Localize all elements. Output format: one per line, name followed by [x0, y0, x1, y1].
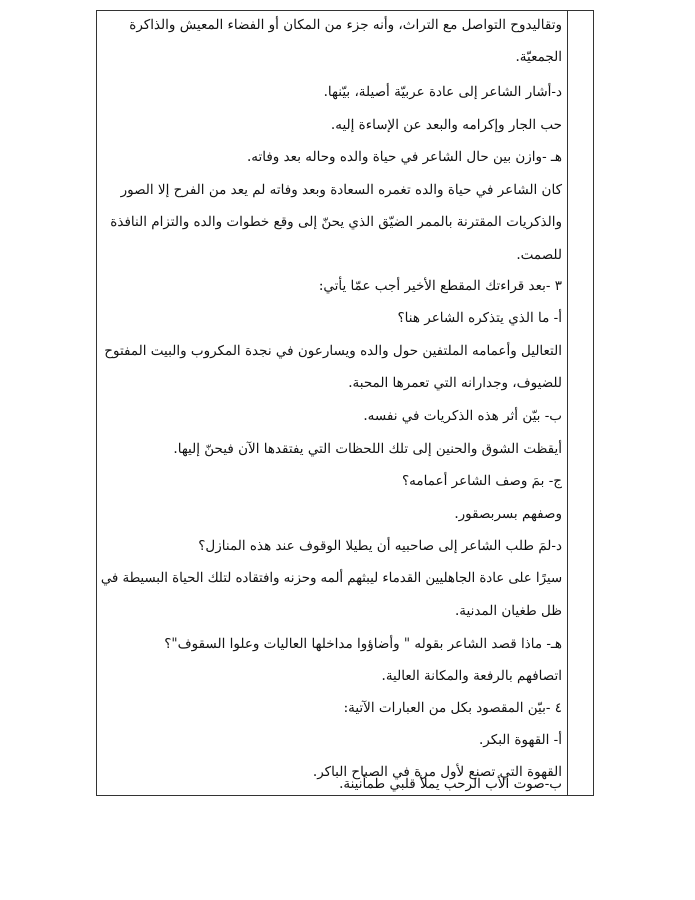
text-line: التعاليل وأعمامه الملتفين حول والده ويسارعون في نجدة المكروب والبيت المفتوح [104, 343, 562, 359]
text-line: اتصافهم بالرفعة والمكانة العالية. [381, 668, 562, 684]
text-line: والذكريات المقترنة بالممر الضيّق الذي يحنّ إلى وقع خطوات والده والتزام النافذة [110, 214, 562, 230]
text-line: أ- ما الذي يتذكره الشاعر هنا؟ [397, 310, 562, 326]
text-line: للصمت. [516, 247, 562, 263]
text-line: أيقظت الشوق والحنين إلى تلك اللحظات التي يفتقدها الآن فيحنّ إليها. [173, 441, 562, 457]
question-heading: ٤ -بيّن المقصود بكل من العبارات الآتية: [343, 700, 562, 716]
text-line: للضيوف، وجدارانه التي تعمرها المحبة. [348, 375, 562, 391]
text-line: ب-صوت الأب الرحب يملأ قلبي طمأنينة. [339, 776, 562, 792]
text-line: هـ -وازن بين حال الشاعر في حياة والده وحاله بعد وفاته. [246, 149, 562, 165]
text-line: وتقاليدوح التواصل مع التراث، وأنه جزء من المكان أو الفضاء المعيش والذاكرة [129, 17, 562, 33]
column-divider [567, 10, 568, 796]
text-line: د-لمَ طلب الشاعر إلى صاحبيه أن يطيلا الوقوف عند هذه المنازل؟ [198, 538, 562, 554]
text-line: ب- بيّن أثر هذه الذكريات في نفسه. [363, 408, 562, 424]
text-line: ظل طغيان المدنية. [454, 603, 562, 619]
text-line: أ- القهوة البكر. [479, 732, 562, 748]
text-line: هـ- ماذا قصد الشاعر بقوله " وأضاؤوا مداخلها العاليات وعلوا السقوف"؟ [164, 636, 562, 652]
text-line: الجمعيّة. [515, 49, 562, 65]
question-heading: ٣ -بعد قراءتك المقطع الأخير أجب عمّا يأتي: [318, 278, 562, 294]
text-line: وصفهم بسربصقور. [454, 506, 562, 522]
text-line: د-أشار الشاعر إلى عادة عربيّة أصيلة، بيّنها. [323, 84, 562, 100]
text-line: سيرًا على عادة الجاهليين القدماء ليبثهم ألمه وحزنه وافتقاده لتلك الحياة البسيطة في [100, 571, 562, 586]
text-line: حب الجار وإكرامه والبعد عن الإساءة إليه. [330, 117, 562, 133]
text-line: ج- بمَ وصف الشاعر أعمامه؟ [401, 473, 562, 489]
text-line: كان الشاعر في حياة والده تغمره السعادة وبعد وفاته لم يعد من الفرح إلا الصور [120, 182, 562, 198]
text-line: القهوة التي تصنع لأول مرة في الصباح الباكر. [312, 764, 562, 780]
